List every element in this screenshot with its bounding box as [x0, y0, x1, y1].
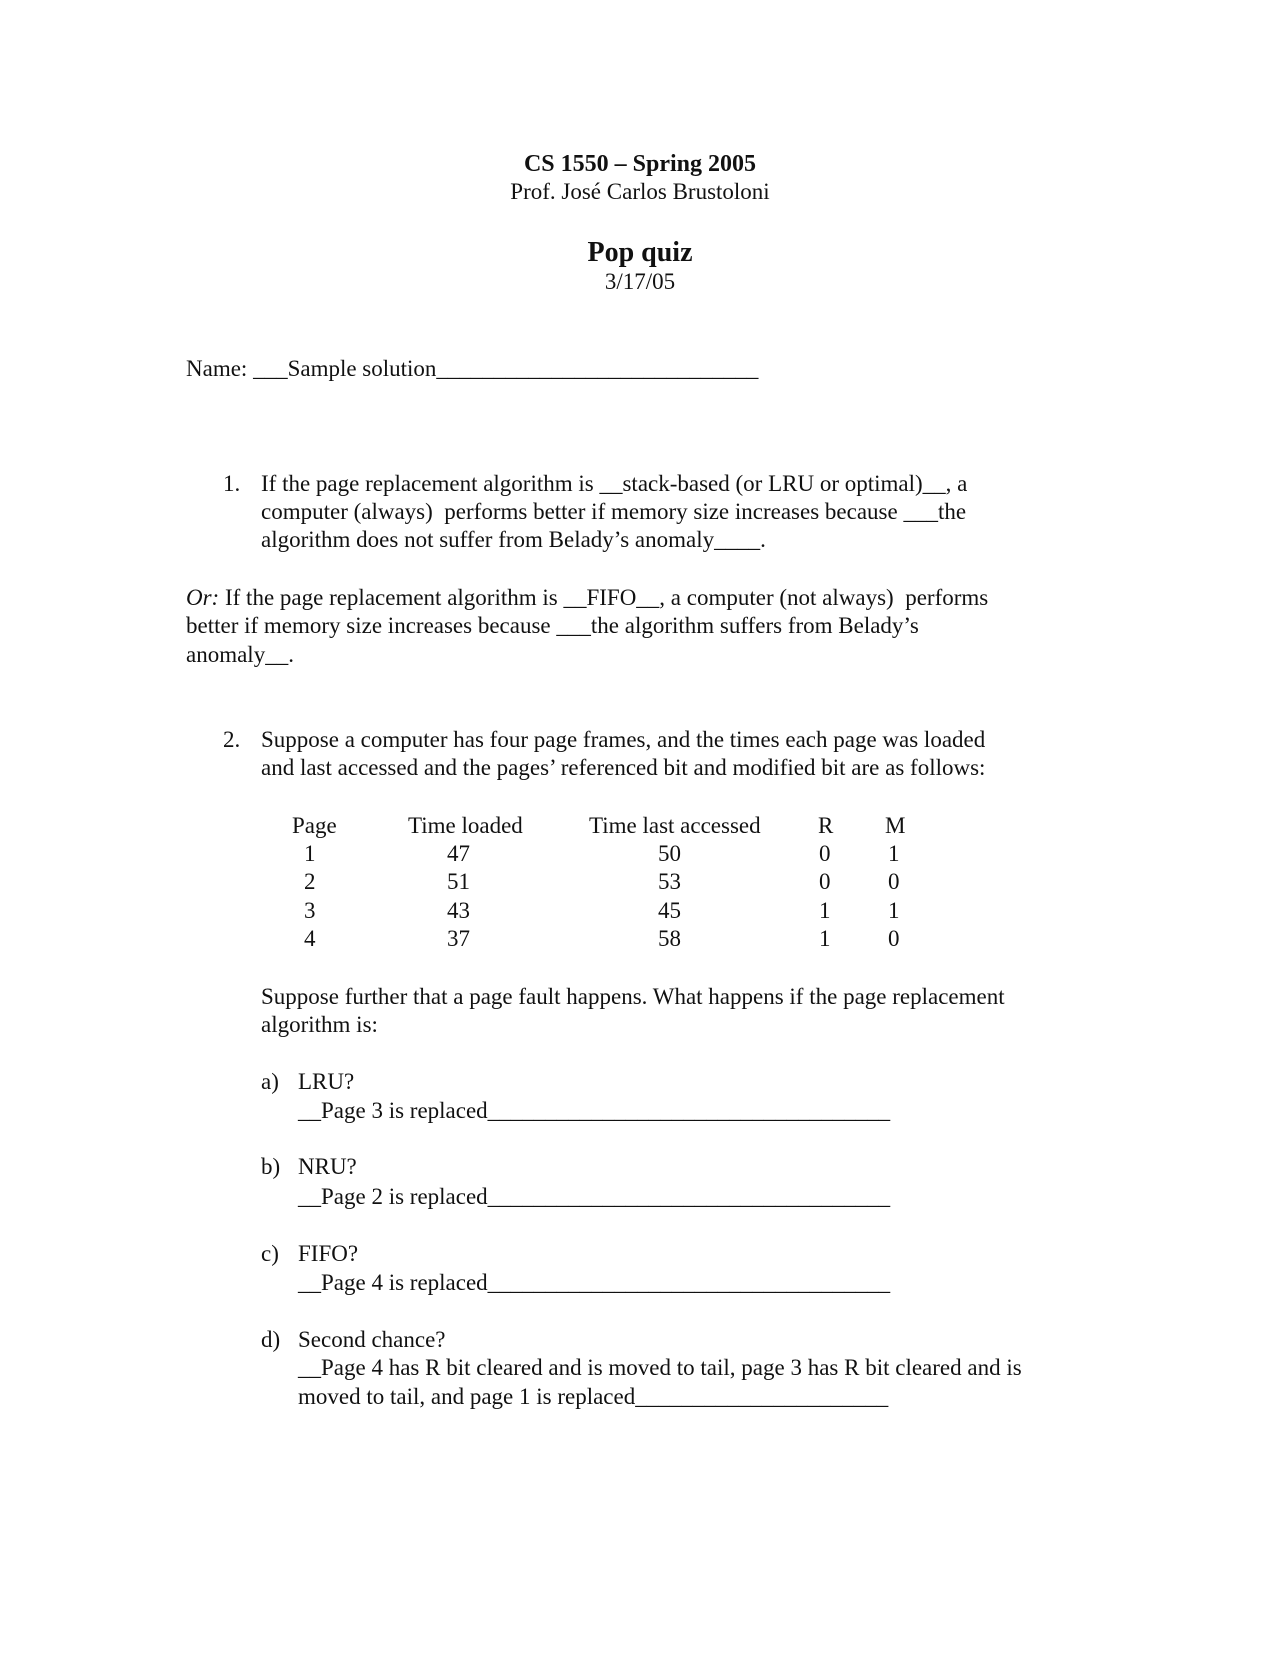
professor-name: Prof. José Carlos Brustoloni: [510, 179, 770, 204]
followup-line: algorithm is:: [261, 1012, 378, 1037]
cell-m: 1: [888, 841, 900, 866]
cell-r: 1: [819, 898, 831, 923]
part-answer: __Page 4 is replaced___________________________________: [298, 1270, 891, 1295]
name-field: [186, 355, 758, 383]
header-time-loaded: Time loaded: [408, 813, 523, 838]
cell-time-last-accessed: 45: [658, 898, 681, 923]
header-time-last-accessed: Time last accessed: [589, 813, 761, 838]
cell-time-last-accessed: 50: [658, 841, 681, 866]
question-line: If the page replacement algorithm is __stack-based (or LRU or optimal)__, a: [261, 471, 968, 496]
cell-time-loaded: 47: [447, 841, 470, 866]
course-title: CS 1550 – Spring 2005: [523, 151, 757, 177]
part-label: d): [261, 1327, 281, 1352]
alt-answer-line: anomaly__.: [186, 642, 294, 667]
question-line: Suppose a computer has four page frames, and the times each page was loaded: [261, 727, 986, 752]
cell-time-loaded: 51: [447, 869, 470, 894]
cell-time-loaded: 43: [447, 898, 470, 923]
quiz-date: 3/17/05: [604, 269, 676, 294]
question-line: and last accessed and the pages’ referenced bit and modified bit are as follows:: [261, 755, 986, 780]
part-question: FIFO?: [298, 1241, 359, 1266]
question-line: computer (always) performs better if memory size increases because ___the: [261, 499, 967, 524]
part-question: LRU?: [298, 1069, 355, 1094]
question-line: algorithm does not suffer from Belady’s anomaly____.: [261, 527, 766, 552]
part-label: c): [261, 1241, 279, 1266]
part-answer: __Page 4 has R bit cleared and is moved to tail, page 3 has R bit cleared and is: [298, 1355, 1022, 1380]
cell-page: 4: [304, 926, 316, 951]
part-question: Second chance?: [298, 1327, 446, 1352]
name-value: ___Sample solution____________________________: [253, 356, 759, 381]
header-page: Page: [292, 813, 337, 838]
part-question: NRU?: [298, 1154, 357, 1179]
part-label: a): [261, 1069, 279, 1094]
cell-r: 0: [819, 869, 831, 894]
cell-m: 0: [888, 926, 900, 951]
cell-r: 0: [819, 841, 831, 866]
alt-text: If the page replacement algorithm is __FIFO__, a computer (not always) performs: [219, 585, 989, 610]
cell-page: 1: [304, 841, 316, 866]
cell-r: 1: [819, 926, 831, 951]
followup-line: Suppose further that a page fault happens. What happens if the page replacement: [261, 984, 1005, 1009]
cell-time-last-accessed: 53: [658, 869, 681, 894]
alt-answer-line: better if memory size increases because ___the algorithm suffers from Belady’s: [186, 613, 919, 638]
question-number: 1.: [223, 471, 241, 496]
part-answer: moved to tail, and page 1 is replaced______________________: [298, 1384, 889, 1409]
question-number: 2.: [223, 727, 241, 752]
name-label: Name:: [186, 356, 254, 381]
alt-answer-line: [186, 584, 988, 612]
cell-time-last-accessed: 58: [658, 926, 681, 951]
quiz-title: Pop quiz: [587, 237, 693, 268]
part-answer: __Page 3 is replaced___________________________________: [298, 1098, 891, 1123]
cell-page: 3: [304, 898, 316, 923]
cell-m: 0: [888, 869, 900, 894]
alt-prefix: Or:: [186, 585, 220, 610]
header-r: R: [818, 813, 834, 838]
part-answer: __Page 2 is replaced___________________________________: [298, 1184, 891, 1209]
header-m: M: [885, 813, 906, 838]
part-label: b): [261, 1154, 281, 1179]
cell-page: 2: [304, 869, 316, 894]
cell-time-loaded: 37: [447, 926, 470, 951]
cell-m: 1: [888, 898, 900, 923]
